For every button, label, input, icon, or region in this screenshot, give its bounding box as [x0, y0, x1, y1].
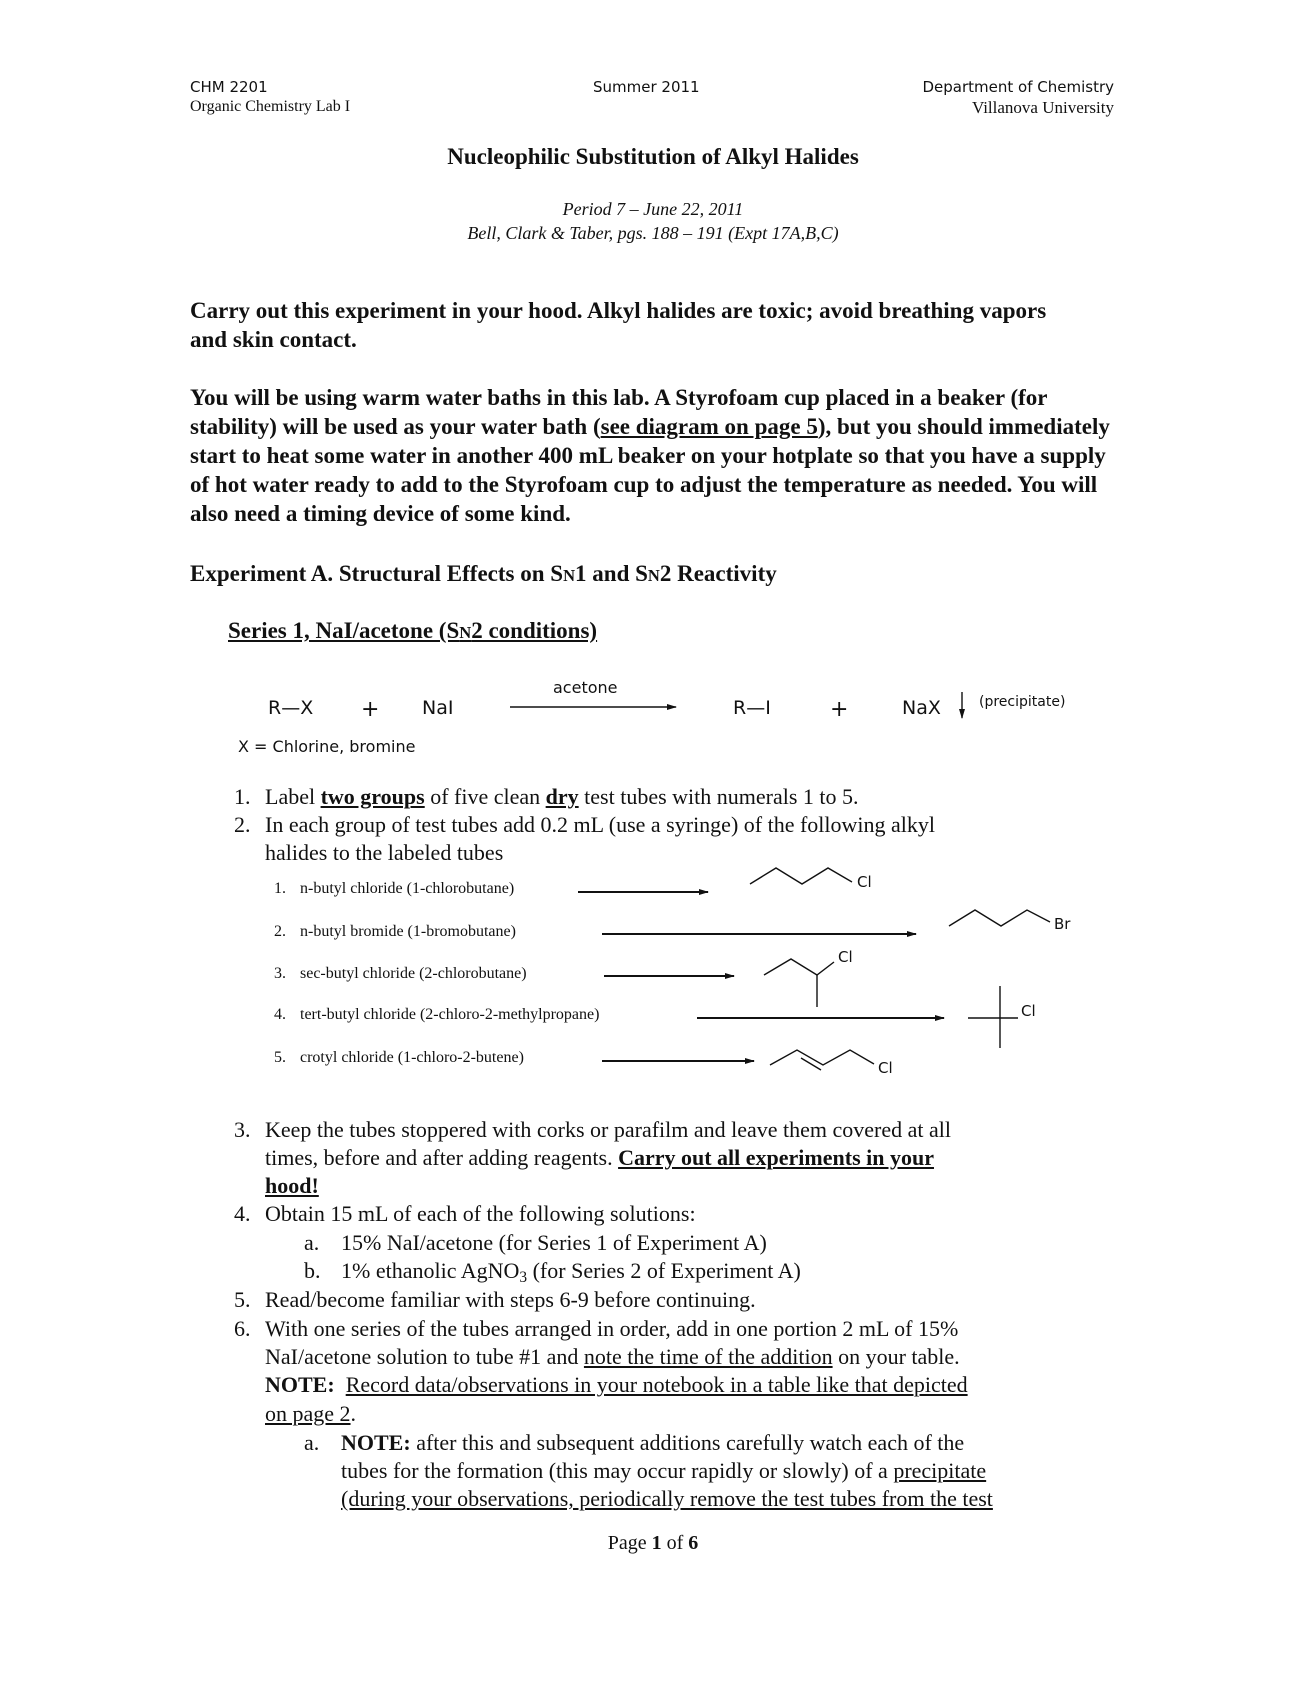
halide-5-num: 5. [274, 1049, 286, 1066]
step-4b: 1% ethanolic AgNO$_3$ (for Series 2 of Experiment A) [341, 1258, 801, 1286]
structure-2-bromobutane [949, 910, 1050, 926]
step-4a: 15% NaI/acetone (for Series 1 of Experiment A) [341, 1230, 767, 1255]
step-6-line-1: With one series of the tubes arranged in order, add in one portion 2 mL of 15% [265, 1316, 959, 1341]
period: Period 7 – June 22, 2011 [562, 199, 744, 219]
diagram-reference-link: see diagram on page 5 [600, 414, 818, 439]
step-2: 2. [234, 812, 251, 837]
product-nax: NaX [902, 697, 941, 719]
course-name: Organic Chemistry Lab I [190, 98, 351, 115]
halide-2-num: 2. [274, 923, 286, 940]
step-2-line-1: In each group of test tubes add 0.2 mL (use a syringe) of the following alkyl [265, 812, 936, 837]
reference: Bell, Clark & Taber, pgs. 188 – 191 (Expt 17A,B,C) [467, 223, 839, 243]
step-6a-line-3: (during your observations, periodically remove the test tubes from the test [341, 1486, 993, 1511]
step-2-line-2: halides to the labeled tubes [265, 840, 504, 865]
plus-sign-2: + [830, 697, 849, 722]
step-4: 4. [234, 1201, 251, 1226]
step-5: 5. [234, 1287, 251, 1312]
structure-5-halogen: Cl [878, 1059, 893, 1077]
page-footer: Page 1 of 6 [607, 1532, 699, 1554]
structure-1-halogen: Cl [857, 873, 872, 891]
solvent-label: acetone [553, 678, 618, 697]
step-6a-line-2: tubes for the formation (this may occur rapidly or slowly) of a precipitate [341, 1458, 987, 1483]
reactant-rx: R—X [268, 697, 314, 719]
department: Department of Chemistry [922, 78, 1114, 96]
halide-4-num: 4. [274, 1006, 286, 1023]
product-ri: R—I [733, 697, 771, 719]
step-3: 3. [234, 1117, 251, 1142]
structure-3-chlorobutane [764, 959, 834, 975]
halide-5-name: crotyl chloride (1-chloro-2-butene) [300, 1049, 524, 1066]
step-5-text: Read/become familiar with steps 6-9 before continuing. [265, 1287, 756, 1312]
step-4-line-1: Obtain 15 mL of each of the following solutions: [265, 1201, 696, 1226]
structure-5-double-bond [801, 1058, 821, 1070]
university: Villanova University [971, 98, 1114, 117]
page-title: Nucleophilic Substitution of Alkyl Halides [447, 144, 859, 169]
water-bath-paragraph: You will be using warm water baths in this lab. A Styrofoam cup placed in a beaker (for stability) will be used as your water bath (see diagram on page 5), but you should immediately start to heat some water in another 400 mL beaker on your hotplate so that you have a supply of hot water ready to add to the Styrofoam cup to adjust the temperature as needed. You will also need a timing device of some kind. [190, 385, 1110, 526]
x-note: X = Chlorine, bromine [238, 737, 416, 756]
step-1: 1. [234, 784, 251, 809]
step-3-line-2: times, before and after adding reagents. Carry out all experiments in your [265, 1145, 934, 1170]
step-6-line-3: NOTE: Record data/observations in your notebook in a table like that depicted [265, 1372, 968, 1397]
experiment-heading: Experiment A. Structural Effects on SN1 and SN2 Reactivity [190, 561, 777, 586]
step-6-line-2: NaI/acetone solution to tube #1 and note the time of the addition on your table. [265, 1344, 960, 1369]
step-6a-num: a. [304, 1430, 320, 1455]
plus-sign: + [361, 697, 380, 722]
reagent-nai: NaI [422, 697, 454, 719]
safety-warning: Carry out this experiment in your hood. Alkyl halides are toxic; avoid breathing vapors and skin contact. [190, 298, 1047, 352]
course-code: CHM 2201 [190, 78, 268, 96]
structure-4-halogen: Cl [1021, 1002, 1036, 1020]
structure-3-halogen: Cl [838, 948, 853, 966]
step-6-line-4: on page 2. [265, 1401, 357, 1426]
structure-2-halogen: Br [1054, 915, 1071, 933]
step-1-text: Label two groups of five clean dry test tubes with numerals 1 to 5. [265, 784, 859, 809]
step-3-line-1: Keep the tubes stoppered with corks or parafilm and leave them covered at all [265, 1117, 952, 1142]
structure-5-crotyl [770, 1050, 874, 1065]
step-6a-line-1: NOTE: after this and subsequent additions carefully watch each of the [341, 1430, 965, 1455]
structure-1-chlorobutane [750, 868, 852, 884]
precipitate-label: (precipitate) [979, 694, 1066, 710]
halide-3-name: sec-butyl chloride (2-chlorobutane) [300, 965, 527, 982]
series-heading: Series 1, NaI/acetone (SN2 conditions) [228, 618, 598, 643]
step-4a-num: a. [304, 1230, 320, 1255]
term: Summer 2011 [593, 78, 700, 96]
step-3-line-3: hood! [265, 1173, 319, 1198]
halide-1-num: 1. [274, 880, 286, 897]
step-4b-num: b. [304, 1258, 321, 1283]
halide-4-name: tert-butyl chloride (2-chloro-2-methylpropane) [300, 1006, 600, 1023]
step-6: 6. [234, 1316, 251, 1341]
halide-3-num: 3. [274, 965, 286, 982]
halide-1-name: n-butyl chloride (1-chlorobutane) [300, 880, 515, 897]
halide-2-name: n-butyl bromide (1-bromobutane) [300, 923, 516, 940]
